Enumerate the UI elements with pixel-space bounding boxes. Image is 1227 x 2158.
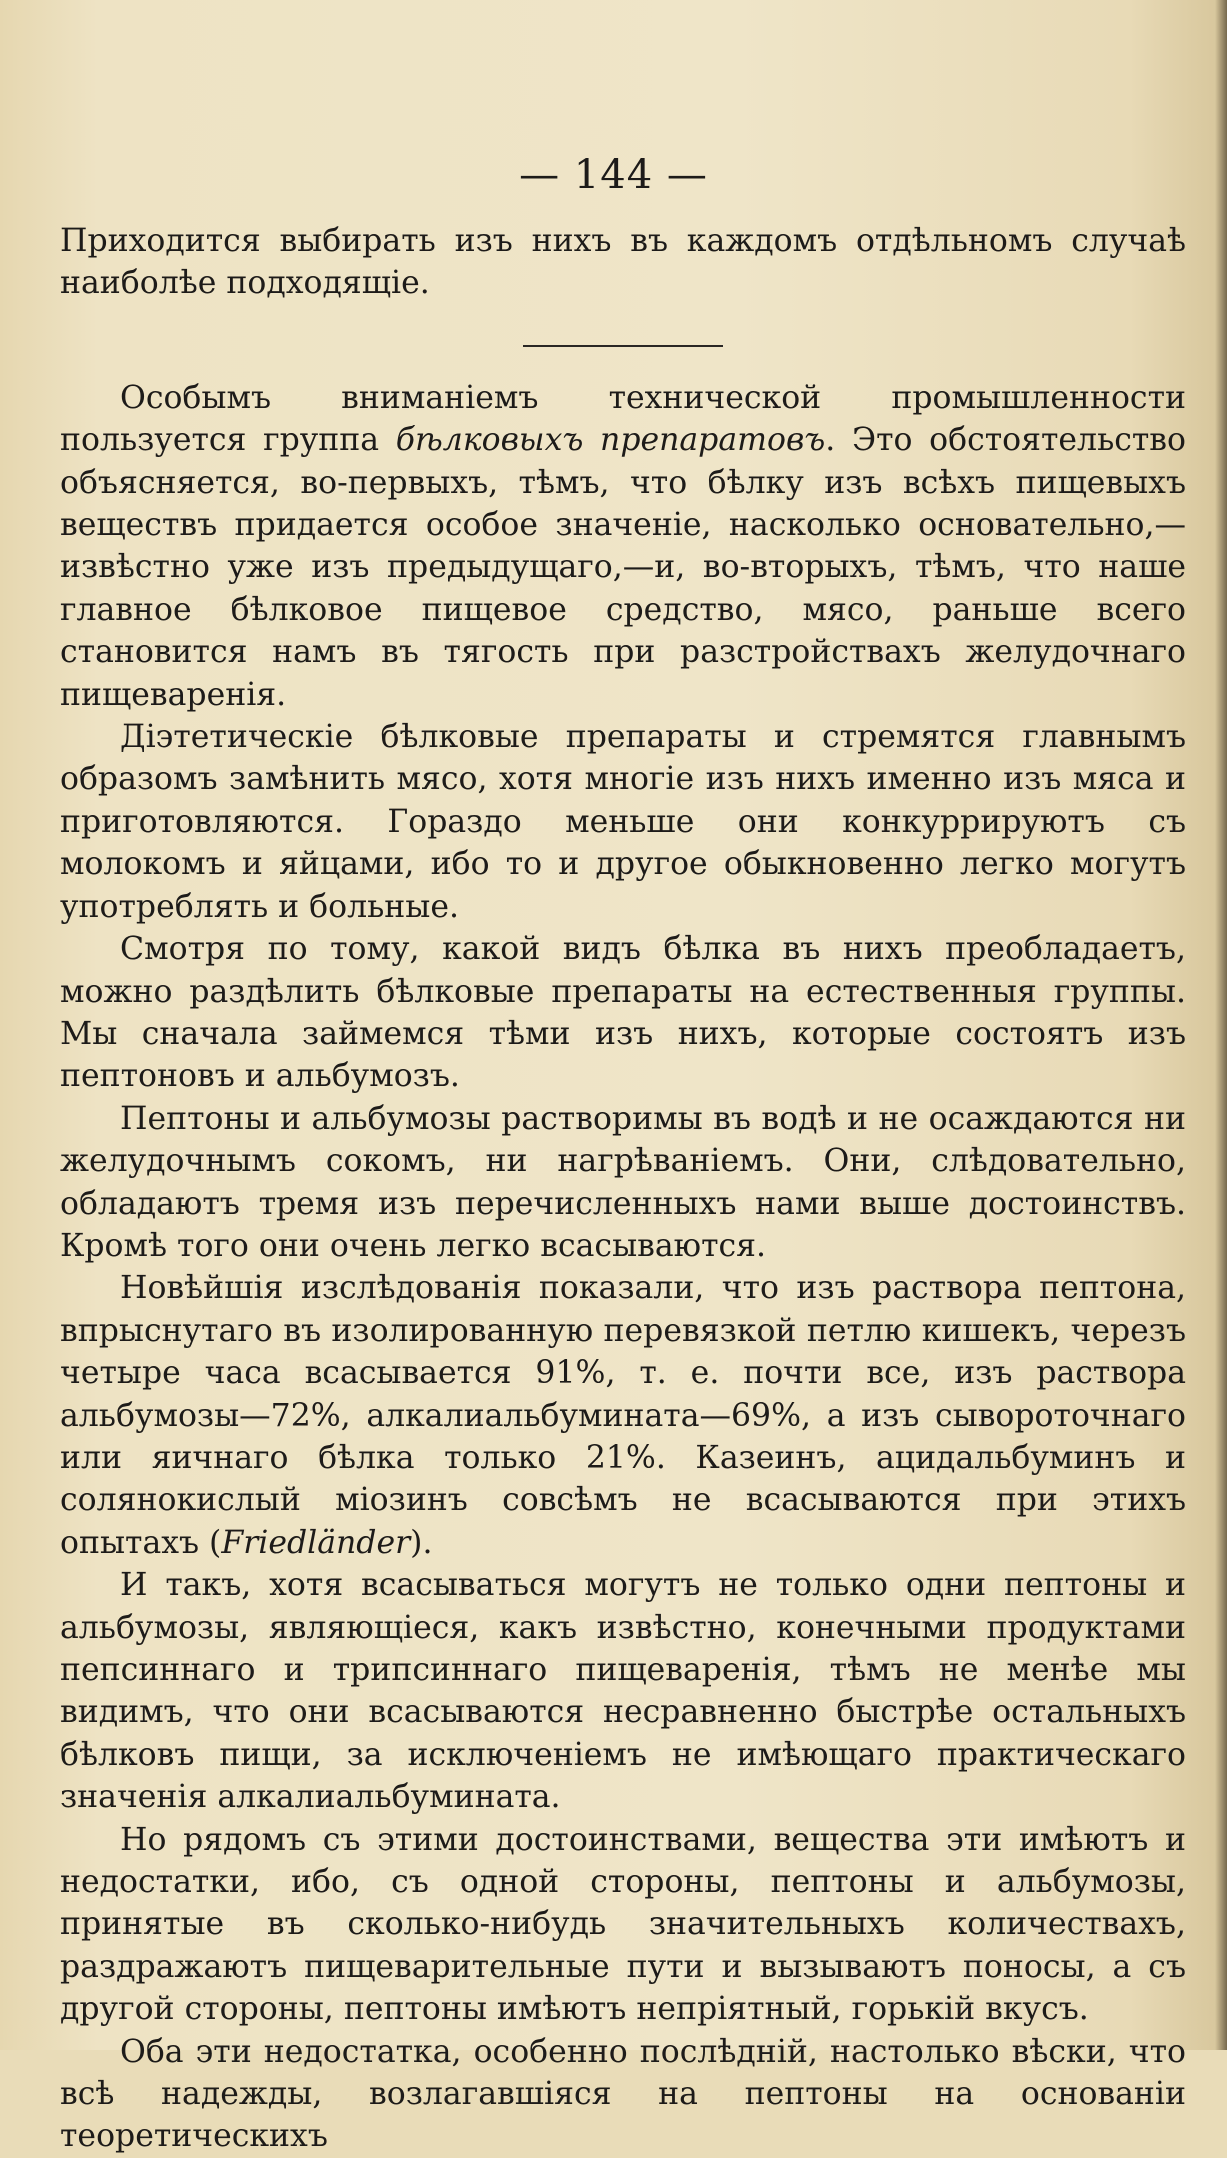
citation-author: Friedländer [221,1524,411,1561]
emphasis-protein-preparations: бѣлковыхъ препаратовъ [395,422,826,459]
paragraph-4: Пептоны и альбумозы растворимы въ водѣ и не осаждаются ни желудочнымъ сокомъ, ни нагрѣваніемъ. Они, слѣдовательно, обладаютъ тремя изъ перечисленныхъ нами выше достоинствъ. Кромѣ того они очень легко всасываются. [60,1100,1186,1264]
paragraph-8: Оба эти недостатка, особенно послѣдній, настолько вѣски, что всѣ надежды, возлагавшіяся на пептоны на основаніи теоретическихъ [60,2033,1186,2155]
paragraph-5-text: Новѣйшія изслѣдованія показали, что изъ раствора пептона, впрыснутаго въ изолированную перевязкой петлю кишекъ, черезъ четыре часа всасывается 91%, т. е. почти все, изъ раствора альбумозы—72%, алкалиальбумината—69%, а изъ сывороточнаго или яичнаго бѣлка только 21%. Казеинъ, ацидальбуминъ и солянокислый міозинъ совсѣмъ не всасываются при этихъ опытахъ ( [60,1270,1186,1561]
paragraph-1 [60,377,1186,716]
page-edge-shadow [1215,0,1227,2050]
paragraph-5-text-cont: ). [410,1524,433,1561]
paragraph-1-text-cont: . Это обстоятельство объясняется, во-первыхъ, тѣмъ, что бѣлку изъ всѣхъ пищевыхъ веществъ придается особое значеніе, насколько основательно,—извѣстно уже изъ предыдущаго,—и, во-вторыхъ, тѣмъ, что наше главное бѣлковое пищевое средство, мясо, раньше всего становится намъ въ тягость при разстройствахъ желудочнаго пищеваренія. [60,422,1186,713]
section-divider [523,345,723,347]
page-body [60,220,1186,2158]
page-number: — 144 — [519,152,708,198]
paragraph-5 [60,1267,1186,1564]
paragraph-3: Смотря по тому, какой видъ бѣлка въ нихъ преобладаетъ, можно раздѣлить бѣлковые препараты на естественныя группы. Мы сначала займемся тѣми изъ нихъ, которые состоятъ изъ пептоновъ и альбумозъ. [60,931,1186,1095]
paragraph-1-text: Особымъ вниманіемъ технической промышленности пользуется группа [60,379,1186,459]
paragraph-2: Діэтетическіе бѣлковые препараты и стремятся главнымъ образомъ замѣнить мясо, хотя многіе изъ нихъ именно изъ мяса и приготовляются. Гораздо меньше они конкуррируютъ съ молокомъ и яйцами, ибо то и другое обыкновенно легко могутъ употреблять и больные. [60,719,1186,925]
paragraph-7: Но рядомъ съ этими достоинствами, вещества эти имѣютъ и недостатки, ибо, съ одной стороны, пептоны и альбумозы, принятые въ сколько-нибудь значительныхъ количествахъ, раздражаютъ пищеварительные пути и вызываютъ поносы, а съ другой стороны, пептоны имѣютъ непріятный, горькій вкусъ. [60,1821,1186,2028]
intro-paragraph: Приходится выбирать изъ нихъ въ каждомъ отдѣльномъ случаѣ наиболѣе подходящіе. [60,223,1186,302]
paragraph-6: И такъ, хотя всасываться могутъ не только одни пептоны и альбумозы, являющіеся, какъ извѣстно, конечными продуктами пепсиннаго и трипсиннаго пищеваренія, тѣмъ не менѣе мы видимъ, что они всасываются несравненно быстрѣе остальныхъ бѣлковъ пищи, за исключеніемъ не имѣющаго практическаго значенія алкалиальбумината. [60,1567,1186,1816]
